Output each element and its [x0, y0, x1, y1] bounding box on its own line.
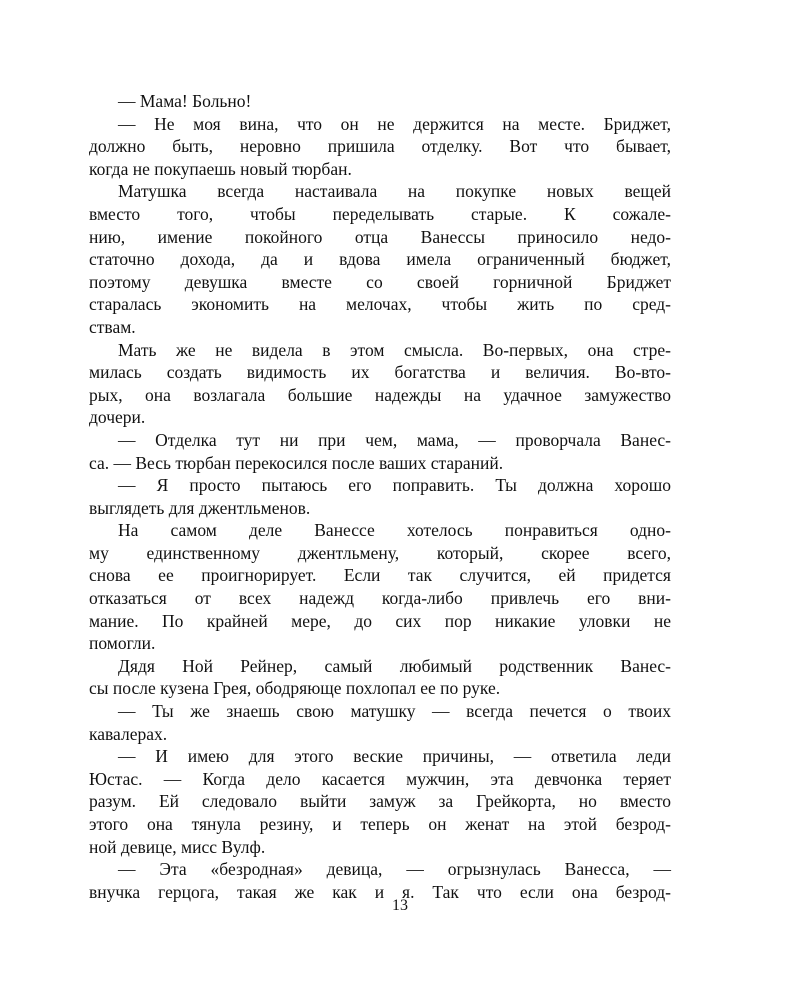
- text-line: мание. По крайней мере, до сих пор никакие уловки не: [89, 610, 671, 631]
- text-line: когда не покупаешь новый тюрбан.: [89, 158, 352, 179]
- text-line: разум. Ей следовало выйти замуж за Грейкорта, но вместо: [89, 791, 671, 812]
- text-line: ной девице, мисс Вулф.: [89, 836, 266, 857]
- text-line: сы после кузена Грея, ободряюще похлопал ее по руке.: [89, 678, 501, 699]
- text-line: — Я просто пытаюсь его поправить. Ты должна хорошо: [118, 475, 671, 496]
- text-line: На самом деле Ванессе хотелось понравиться одно-: [118, 520, 671, 541]
- text-line: вместо того, чтобы переделывать старые. К сожале-: [89, 203, 671, 224]
- text-line: статочно дохода, да и вдова имела ограниченный бюджет,: [89, 249, 671, 270]
- text-line: старалась экономить на мелочах, чтобы жить по сред-: [89, 294, 671, 315]
- text-line: рых, она возлагала большие надежды на удачное замужество: [89, 384, 671, 405]
- text-line: — Отделка тут ни при чем, мама, — проворчала Ванес-: [118, 429, 671, 450]
- text-line: — Ты же знаешь свою матушку — всегда печется о твоих: [118, 701, 671, 722]
- text-line: снова ее проигнорирует. Если так случится, ей придется: [89, 565, 671, 586]
- text-line: Мать же не видела в этом смысла. Во-первых, она стре-: [118, 339, 671, 360]
- text-line: му единственному джентльмену, который, скорее всего,: [89, 542, 671, 563]
- text-line: — И имею для этого веские причины, — ответила леди: [118, 746, 671, 767]
- text-line: кавалерах.: [89, 723, 168, 744]
- text-line: нию, имение покойного отца Ванессы приносило недо-: [89, 226, 671, 247]
- text-line: — Не моя вина, что он не держится на месте. Бриджет,: [118, 113, 671, 134]
- text-line: ствам.: [89, 316, 136, 337]
- text-line: выглядеть для джентльменов.: [89, 497, 311, 518]
- text-line: — Мама! Больно!: [118, 91, 252, 111]
- text-line: Дядя Ной Рейнер, самый любимый родственник Ванес-: [118, 655, 671, 676]
- text-line: Юстас. — Когда дело касается мужчин, эта девчонка теряет: [89, 768, 671, 789]
- text-line: отказаться от всех надежд когда-либо привлечь его вни-: [89, 588, 671, 609]
- text-line: Матушка всегда настаивала на покупке новых вещей: [118, 181, 671, 202]
- text-line: должно быть, неровно пришила отделку. Вот что бывает,: [89, 136, 671, 157]
- text-line: помогли.: [89, 633, 156, 654]
- text-line: — Эта «безродная» девица, — огрызнулась Ванесса, —: [118, 859, 671, 880]
- text-line: этого она тянула резину, и теперь он женат на этой безрод-: [89, 814, 671, 834]
- text-line: са. — Весь тюрбан перекосился после ваших стараний.: [89, 452, 504, 473]
- body-text: [89, 90, 671, 903]
- text-line: дочери.: [89, 407, 146, 428]
- text-line: поэтому девушка вместе со своей горничной Бриджет: [89, 271, 671, 292]
- text-line: внучка герцога, такая же как и я. Так что если она безрод-: [89, 881, 671, 902]
- page-number: 13: [392, 897, 408, 914]
- text-line: милась создать видимость их богатства и величия. Во-вто-: [89, 362, 671, 383]
